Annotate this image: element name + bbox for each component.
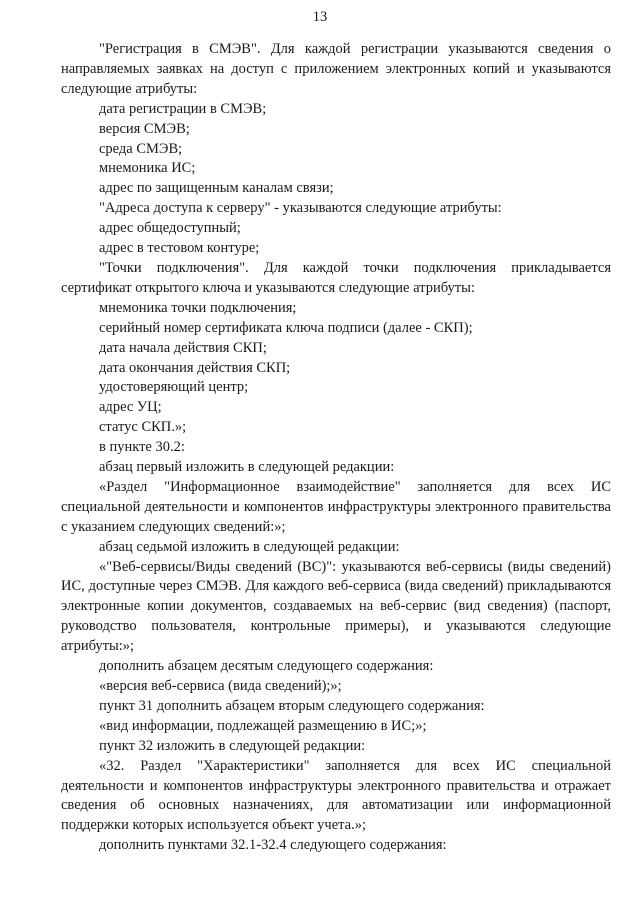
list-item: дата окончания действия СКП; [99,359,291,376]
paragraph-web-services: «"Веб-сервисы/Виды сведений (ВС)": указываются веб-сервисы (виды сведений) ИС, доступные через СМЭВ. Для каждого веб-сервиса (вида сведений) прикладываются электронные копии документов, создаваемых на веб-сервис (вид сведения) (паспорт, руководство пользователя, контрольные примеры), и указываются следующие атрибуты:»; [61,558,611,655]
paragraph-quote: «версия веб-сервиса (вида сведений);»; [99,678,342,694]
list-item: статус СКП.»; [99,419,187,436]
paragraph-quote: «вид информации, подлежащей размещению в ИС;»; [99,717,427,734]
paragraph-smev-registration: "Регистрация в СМЭВ". Для каждой регистрации указываются сведения о направляемых заявках на доступ с приложением электронных копий и указываются следующие атрибуты: [61,41,611,97]
list-item: дата начала действия СКП; [99,339,267,356]
list-item: адрес в тестовом контуре; [99,240,260,257]
list-item: адрес общедоступный; [99,220,241,237]
page-number: 13 [312,9,328,25]
paragraph-instruction: дополнить абзацем десятым следующего содержания: [99,658,434,675]
paragraph-instruction: абзац первый изложить в следующей редакции: [99,459,395,476]
paragraph-connection-points: "Точки подключения". Для каждой точки подключения прикладывается сертификат открытого ключа и указываются следующие атрибуты: [61,259,611,296]
paragraph-characteristics: «32. Раздел "Характеристики" заполняется для всех ИС специальной деятельности и компонентов инфраструктуры электронного правительства и отражает сведения об основных назначениях, для автоматизации или информационной поддержки которых используется объект учета.»; [61,757,611,834]
document-body [61,40,611,856]
list-item: среда СМЭВ; [99,140,183,157]
list-item: адрес по защищенным каналам связи; [99,180,334,197]
list-item: версия СМЭВ; [99,120,190,137]
list-item: адрес УЦ; [99,399,162,416]
list-item: дата регистрации в СМЭВ; [99,100,267,117]
paragraph-instruction: пункт 32 изложить в следующей редакции: [99,737,366,754]
paragraph-server-addresses: "Адреса доступа к серверу" - указываются следующие атрибуты: [99,200,502,217]
paragraph-instruction: абзац седьмой изложить в следующей редакции: [99,538,400,555]
paragraph-instruction: пункт 31 дополнить абзацем вторым следующего содержания: [99,697,485,714]
paragraph-info-interaction: «Раздел "Информационное взаимодействие" заполняется для всех ИС специальной деятельности и компонентов инфраструктуры электронного правительства с указанием следующих сведений:»; [61,478,611,535]
list-item: серийный номер сертификата ключа подписи (далее - СКП); [99,319,473,336]
paragraph-instruction: дополнить пунктами 32.1-32.4 следующего содержания: [99,837,447,854]
list-item: мнемоника ИС; [99,160,196,177]
list-item: удостоверяющий центр; [99,379,249,396]
list-item: мнемоника точки подключения; [99,299,297,316]
paragraph-clause-30-2: в пункте 30.2: [99,439,185,456]
